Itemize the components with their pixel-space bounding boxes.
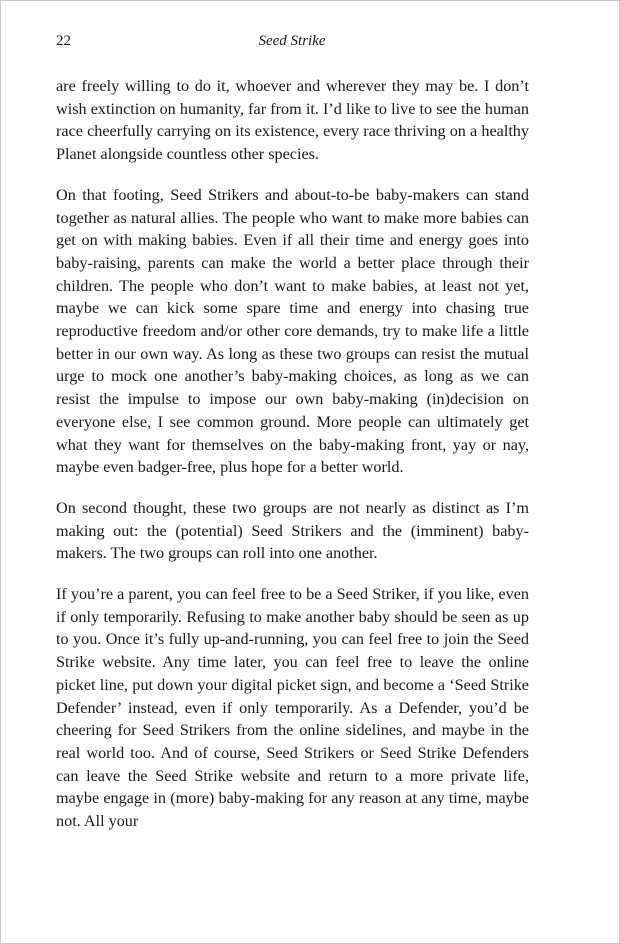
paragraph: On second thought, these two groups are not nearly as distinct as I’m making out: the (potential) Seed Strikers and the (imminent) baby-makers. The two groups can roll into one another.: [56, 498, 529, 563]
paragraph: If you’re a parent, you can feel free to be a Seed Striker, if you like, even if only temporarily. Refusing to make another baby should be seen as up to you. Once it’s fully up-and-running, you can feel free to join the Seed Strike website. Any time later, you can feel free to leave the online picket line, put down your digital picket sign, and become a ‘Seed Strike Defender’ instead, even if only temporarily. As a Defender, you’d be cheering for Seed Strikers from the online sidelines, and maybe in the real world too. And of course, Seed Strikers or Seed Strike Defenders can leave the Seed Strike website and return to a more private life, maybe engage in (more) baby-making for any reason at any time, maybe not. All your: [56, 585, 529, 831]
paragraph: are freely willing to do it, whoever and wherever they may be. I don’t wish extinction on humanity, far from it. I’d like to live to see the human race cheerfully carrying on its existence, every race thriving on a healthy Planet alongside countless other species.: [56, 77, 529, 164]
paragraph: On that footing, Seed Strikers and about-to-be baby-makers can stand together as natural allies. The people who want to make more babies can get on with making babies. Even if all their time and energy goes into baby-raising, parents can make the world a better place through their children. The people who don’t want to make babies, at least not yet, maybe we can kick some spare time and energy into chasing true reproductive freedom and/or other core demands, try to make life a little better in our own way. As long as these two groups can resist the mutual urge to mock one another’s baby-making choices, as long as we can resist the impulse to impose our own baby-making (in)decision on everyone else, I see common ground. More people can ultimately get what they want for themselves on the baby-making front, yay or nay, maybe even badger-free, plus hope for a better world.: [56, 185, 529, 477]
page-number: 22: [56, 33, 71, 49]
running-title: Seed Strike: [258, 33, 326, 49]
body-text: [56, 75, 529, 851]
